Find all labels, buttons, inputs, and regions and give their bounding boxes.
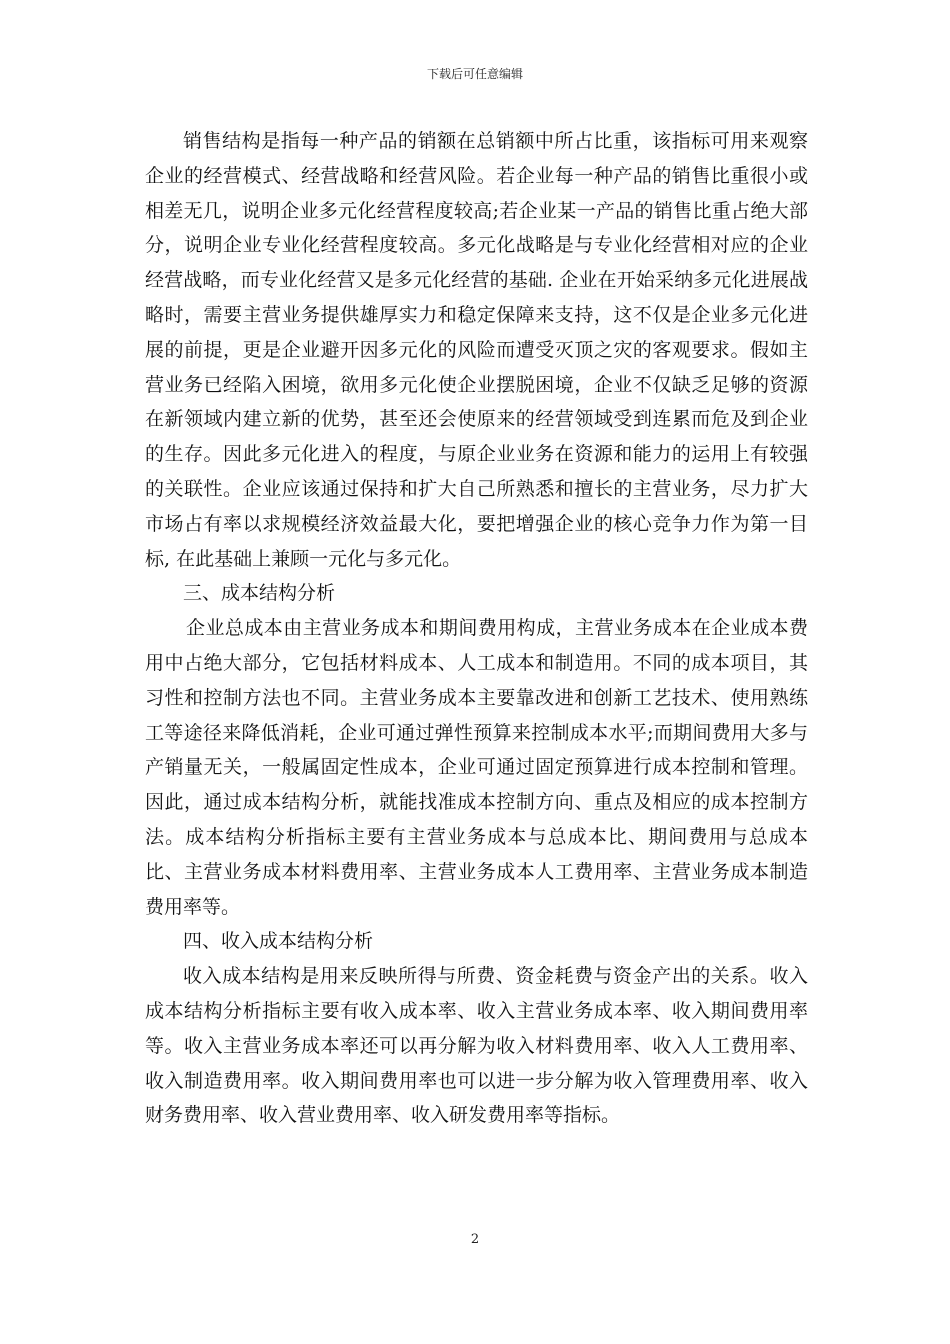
page-header: 下载后可任意编辑 [426,67,523,81]
paragraph-income-cost-structure: 收入成本结构是用来反映所得与所费、资金耗费与资金产出的关系。收入成本结构分析指标主要有收入成本率、收入主营业务成本率、收入期间费用率等。收入主营业务成本率还可以再分解为收入材料费用率、收入人工费用率、收入制造费用率。收入期间费用率也可以进一步分解为收入管理费用率、收入财务费用率、收入营业费用率、收入研发费用率等指标。 [145,965,808,1127]
paragraph-sales-structure: 销售结构是指每一种产品的销额在总销额中所占比重，该指标可用来观察企业的经营模式、经营战略和经营风险。若企业每一种产品的销售比重很小或相差无几，说明企业多元化经营程度较高;若企业某一产品的销售比重占绝大部分，说明企业专业化经营程度较高。多元化战略是与专业化经营相对应的企业经营战略，而专业化经营又是多元化经营的基础. 企业在开始采纳多元化进展战略时，需要主营业务提供雄厚实力和稳定保障来支持，这不仅是企业多元化进展的前提，更是企业避开因多元化的风险而遭受灭顶之灾的客观要求。假如主营业务已经陷入困境，欲用多元化使企业摆脱困境，企业不仅缺乏足够的资源在新领域内建立新的优势，甚至还会使原来的经营领域受到连累而危及到企业的生存。因此多元化进入的程度，与原企业业务在资源和能力的运用上有较强的关联性。企业应该通过保持和扩大自己所熟悉和擅长的主营业务，尽力扩大市场占有率以求规模经济效益最大化，要把增强企业的核心竞争力作为第一目标, 在此基础上兼顾一元化与多元化。 [145,130,808,570]
section-heading-income-cost-structure: 四、收入成本结构分析 [183,930,374,953]
page-number: 2 [470,1232,480,1247]
paragraph-cost-structure: 企业总成本由主营业务成本和期间费用构成，主营业务成本在企业成本费用中占绝大部分，它包括材料成本、人工成本和制造用。不同的成本项目，其习性和控制方法也不同。主营业务成本主要靠改进和创新工艺技术、使用熟练工等途径来降低消耗，企业可通过弹性预算来控制成本水平;而期间费用大多与产销量无关，一般属固定性成本，企业可通过固定预算进行成本控制和管理。因此，通过成本结构分析，就能找准成本控制方向、重点及相应的成本控制方法。成本结构分析指标主要有主营业务成本与总成本比、期间费用与总成本比、主营业务成本材料费用率、主营业务成本人工费用率、主营业务成本制造费用率等。 [145,617,808,918]
section-heading-cost-structure: 三、成本结构分析 [183,582,336,605]
document-body [145,124,808,1133]
